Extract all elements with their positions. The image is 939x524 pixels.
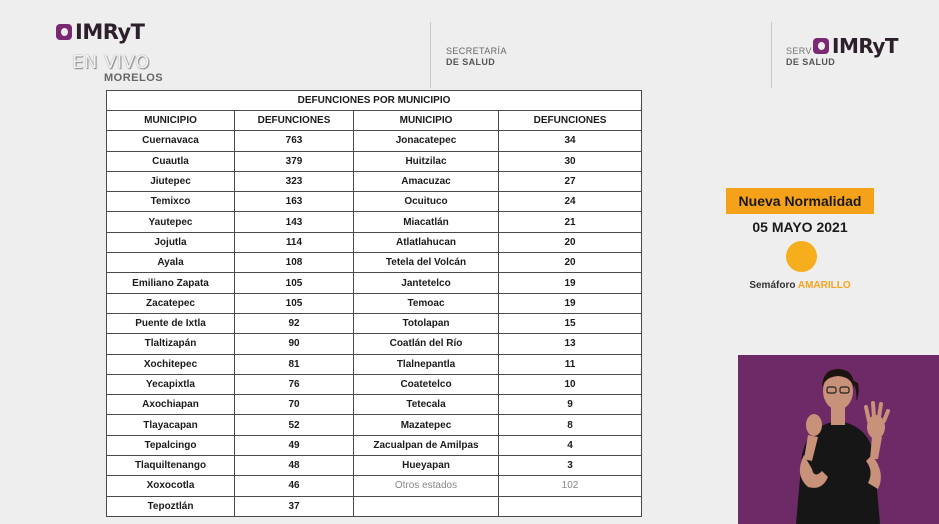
- semaforo-light-icon: [786, 241, 817, 272]
- deaths-count-cell: 19: [499, 273, 642, 293]
- deaths-count-cell: 48: [235, 456, 354, 476]
- deaths-count-cell: 105: [235, 273, 354, 293]
- table-row: [107, 192, 642, 212]
- table-row: [107, 273, 642, 293]
- deaths-count-cell: 10: [499, 374, 642, 394]
- interpreter-figure-icon: [738, 355, 939, 524]
- deaths-count-cell: 108: [235, 253, 354, 273]
- column-header: MUNICIPIO: [354, 111, 499, 131]
- table-row: [107, 131, 642, 151]
- table-row: [107, 293, 642, 313]
- secretaria-de-salud-logo: [446, 46, 507, 68]
- table-row: [107, 476, 642, 496]
- table-row: [107, 232, 642, 252]
- imryt-logo: [56, 20, 144, 44]
- municipality-cell: [354, 496, 499, 516]
- municipality-cell: Tlaquiltenango: [107, 456, 235, 476]
- table-row: [107, 151, 642, 171]
- header-divider: [430, 22, 431, 88]
- municipality-cell: Ocuituco: [354, 192, 499, 212]
- imryt-logo-right-mark-icon: [813, 38, 829, 54]
- deaths-count-cell: 46: [235, 476, 354, 496]
- phase-badge: Nueva Normalidad: [726, 188, 874, 214]
- municipality-cell: Jiutepec: [107, 171, 235, 191]
- table-row: [107, 496, 642, 516]
- deaths-count-cell: 52: [235, 415, 354, 435]
- column-header: MUNICIPIO: [107, 111, 235, 131]
- municipality-cell: Amacuzac: [354, 171, 499, 191]
- deaths-count-cell: 763: [235, 131, 354, 151]
- deaths-count-cell: 70: [235, 395, 354, 415]
- table-row: [107, 435, 642, 455]
- municipality-cell: Tlayacapan: [107, 415, 235, 435]
- deaths-count-cell: 27: [499, 171, 642, 191]
- table-row: [107, 253, 642, 273]
- deaths-count-cell: 11: [499, 354, 642, 374]
- municipality-cell: Tetecala: [354, 395, 499, 415]
- municipality-cell: Zacatepec: [107, 293, 235, 313]
- municipality-cell: Tepoztlán: [107, 496, 235, 516]
- deaths-count-cell: 163: [235, 192, 354, 212]
- deaths-count-cell: 102: [499, 476, 642, 496]
- deaths-count-cell: 37: [235, 496, 354, 516]
- semaforo-value: AMARILLO: [797, 280, 851, 291]
- deaths-count-cell: 15: [499, 313, 642, 333]
- municipality-cell: Emiliano Zapata: [107, 273, 235, 293]
- deaths-count-cell: [499, 496, 642, 516]
- table-row: [107, 171, 642, 191]
- deaths-count-cell: 379: [235, 151, 354, 171]
- secretaria-line2: DE SALUD: [446, 57, 496, 67]
- deaths-count-cell: 323: [235, 171, 354, 191]
- servicios-line2: DE SALUD: [786, 57, 836, 67]
- deaths-count-cell: 143: [235, 212, 354, 232]
- municipality-cell: Xochitepec: [107, 354, 235, 374]
- municipality-cell: Puente de Ixtla: [107, 313, 235, 333]
- column-header: DEFUNCIONES: [235, 111, 354, 131]
- deaths-count-cell: 20: [499, 253, 642, 273]
- municipality-cell: Tepalcingo: [107, 435, 235, 455]
- municipality-cell: Totolapan: [354, 313, 499, 333]
- sign-language-interpreter-video: [738, 355, 939, 524]
- servicios-line1: SERV: [786, 46, 812, 56]
- municipality-cell: Zacualpan de Amilpas: [354, 435, 499, 455]
- semaforo-label: Semáforo: [749, 280, 796, 291]
- imryt-logo-text: IMRyT: [75, 20, 145, 44]
- municipality-cell: Tlalnepantla: [354, 354, 499, 374]
- deaths-count-cell: 114: [235, 232, 354, 252]
- column-header: DEFUNCIONES: [499, 111, 642, 131]
- deaths-count-cell: 13: [499, 334, 642, 354]
- table-header-row: [107, 111, 642, 131]
- municipality-cell: Temoac: [354, 293, 499, 313]
- deaths-count-cell: 34: [499, 131, 642, 151]
- secretaria-line1: SECRETARÍA: [446, 46, 507, 56]
- municipality-cell: Jonacatepec: [354, 131, 499, 151]
- table-row: [107, 456, 642, 476]
- deaths-by-municipality-table: [106, 90, 642, 517]
- municipality-cell: Ayala: [107, 253, 235, 273]
- deaths-count-cell: 81: [235, 354, 354, 374]
- municipality-cell: Tetela del Volcán: [354, 253, 499, 273]
- table-row: [107, 212, 642, 232]
- municipality-cell: Axochiapan: [107, 395, 235, 415]
- imryt-logo-mark-icon: [56, 24, 72, 40]
- municipality-cell: Jantetelco: [354, 273, 499, 293]
- deaths-count-cell: 21: [499, 212, 642, 232]
- deaths-count-cell: 30: [499, 151, 642, 171]
- table-row: [107, 415, 642, 435]
- municipality-cell: Huitzilac: [354, 151, 499, 171]
- municipality-cell: Temixco: [107, 192, 235, 212]
- table-row: [107, 334, 642, 354]
- municipality-cell: Miacatlán: [354, 212, 499, 232]
- table-row: [107, 374, 642, 394]
- table-row: [107, 395, 642, 415]
- deaths-count-cell: 9: [499, 395, 642, 415]
- municipality-cell: Atlatlahucan: [354, 232, 499, 252]
- deaths-count-cell: 3: [499, 456, 642, 476]
- deaths-count-cell: 8: [499, 415, 642, 435]
- deaths-count-cell: 19: [499, 293, 642, 313]
- deaths-count-cell: 92: [235, 313, 354, 333]
- deaths-count-cell: 24: [499, 192, 642, 212]
- municipality-cell: Coatetelco: [354, 374, 499, 394]
- municipality-cell: Cuernavaca: [107, 131, 235, 151]
- imryt-logo-right: [813, 34, 898, 58]
- header-divider-right: [771, 22, 772, 88]
- state-label: MORELOS: [104, 72, 164, 84]
- municipality-cell: Cuautla: [107, 151, 235, 171]
- semaforo-status: [726, 280, 874, 291]
- report-date: 05 MAYO 2021: [752, 219, 848, 235]
- municipality-cell: Otros estados: [354, 476, 499, 496]
- municipality-cell: Coatlán del Río: [354, 334, 499, 354]
- deaths-count-cell: 49: [235, 435, 354, 455]
- deaths-count-cell: 105: [235, 293, 354, 313]
- table-row: [107, 313, 642, 333]
- municipality-cell: Yecapixtla: [107, 374, 235, 394]
- municipality-cell: Jojutla: [107, 232, 235, 252]
- municipality-cell: Mazatepec: [354, 415, 499, 435]
- live-indicator: EN VIVO: [72, 52, 150, 73]
- deaths-count-cell: 20: [499, 232, 642, 252]
- imryt-logo-right-text: IMRyT: [832, 34, 899, 58]
- table-body: [107, 131, 642, 517]
- municipality-cell: Xoxocotla: [107, 476, 235, 496]
- deaths-count-cell: 90: [235, 334, 354, 354]
- deaths-count-cell: 4: [499, 435, 642, 455]
- municipality-cell: Yautepec: [107, 212, 235, 232]
- table-row: [107, 354, 642, 374]
- municipality-cell: Hueyapan: [354, 456, 499, 476]
- municipality-cell: Tlaltizapán: [107, 334, 235, 354]
- table-title: DEFUNCIONES POR MUNICIPIO: [107, 91, 642, 111]
- deaths-count-cell: 76: [235, 374, 354, 394]
